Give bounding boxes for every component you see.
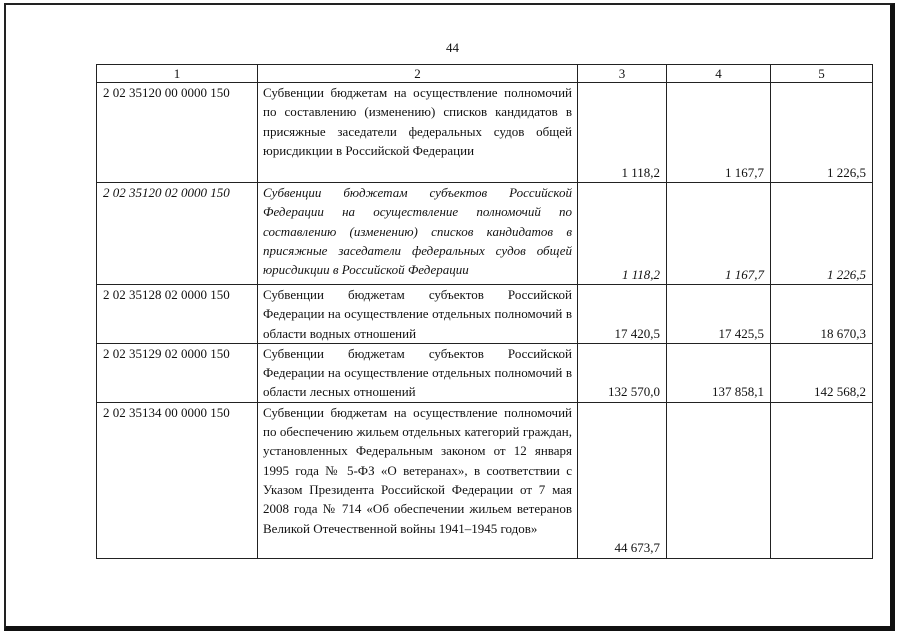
description: Субвенции бюджетам субъектов Российской Федерации на осуществление полномочий по составлению (изменению) списков кандидатов в присяжные заседатели федеральных судов общей юрисдикции в Российской Федерации [258,183,578,285]
value-col-3: 1 118,2 [578,83,667,183]
table-row [97,402,873,558]
column-header: 2 [258,65,578,83]
value-col-4: 1 167,7 [667,83,771,183]
description: Субвенции бюджетам субъектов Российской Федерации на осуществление отдельных полномочий в области водных отношений [258,285,578,344]
budget-code: 2 02 35120 00 0000 150 [97,83,258,183]
column-header: 5 [771,65,873,83]
budget-code: 2 02 35134 00 0000 150 [97,402,258,558]
budget-code: 2 02 35129 02 0000 150 [97,343,258,402]
description: Субвенции бюджетам на осуществление полномочий по обеспечению жильем отдельных категорий граждан, установленных Федеральным законом от 12 января 1995 года № 5-ФЗ «О ветеранах», в соответствии с Указом Президента Российской Федерации от 7 мая 2008 года № 714 «Об обеспечении жильем ветеранов Великой Отечественной войны 1941–1945 годов» [258,402,578,558]
value-col-4 [667,402,771,558]
table-row [97,183,873,285]
value-col-5: 1 226,5 [771,183,873,285]
budget-code: 2 02 35120 02 0000 150 [97,183,258,285]
value-col-5: 142 568,2 [771,343,873,402]
column-header: 1 [97,65,258,83]
value-col-3: 44 673,7 [578,402,667,558]
table-header-row [97,65,873,83]
description: Субвенции бюджетам субъектов Российской Федерации на осуществление отдельных полномочий в области лесных отношений [258,343,578,402]
value-col-5 [771,402,873,558]
value-col-5: 18 670,3 [771,285,873,344]
value-col-3: 1 118,2 [578,183,667,285]
value-col-4: 17 425,5 [667,285,771,344]
description: Субвенции бюджетам на осуществление полномочий по составлению (изменению) списков кандидатов в присяжные заседатели федеральных судов общей юрисдикции в Российской Федерации [258,83,578,183]
table-row [97,285,873,344]
page-number: 44 [446,40,459,55]
value-col-3: 132 570,0 [578,343,667,402]
value-col-4: 137 858,1 [667,343,771,402]
budget-code: 2 02 35128 02 0000 150 [97,285,258,344]
value-col-3: 17 420,5 [578,285,667,344]
column-header: 4 [667,65,771,83]
budget-table [96,64,873,559]
column-header: 3 [578,65,667,83]
value-col-4: 1 167,7 [667,183,771,285]
table-row [97,343,873,402]
table-row [97,83,873,183]
value-col-5: 1 226,5 [771,83,873,183]
